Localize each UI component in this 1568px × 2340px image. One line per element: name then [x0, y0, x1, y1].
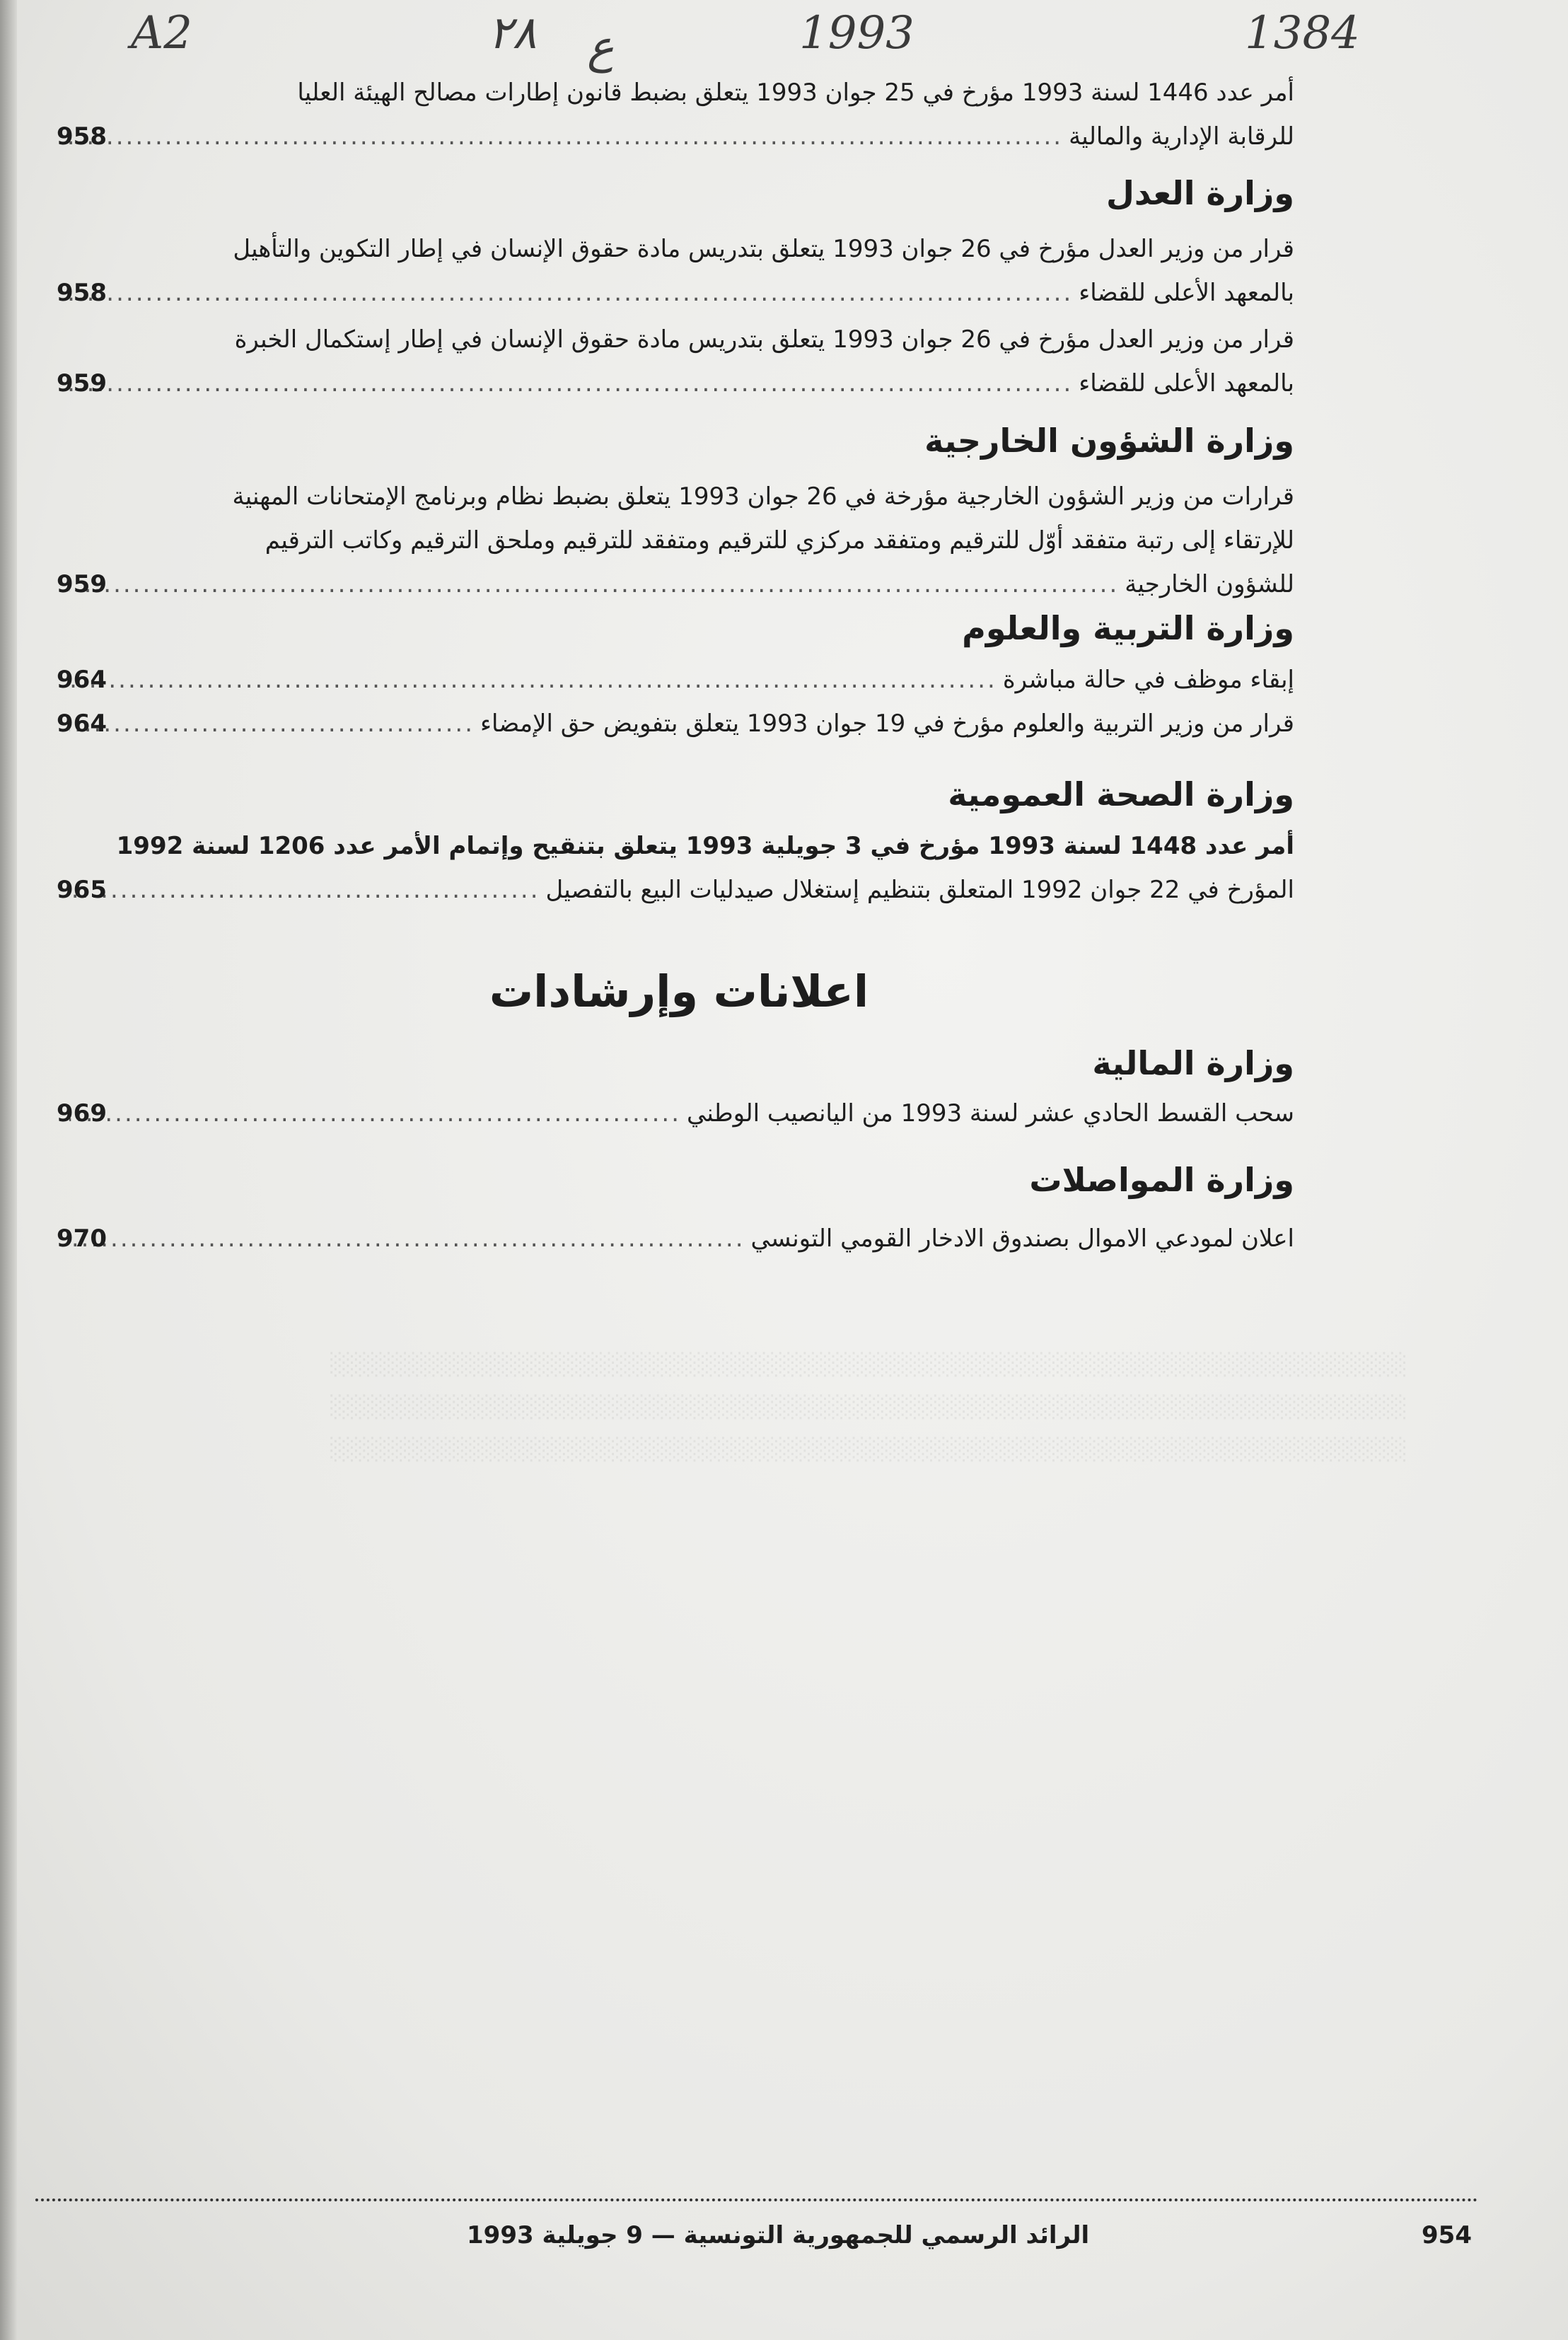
entry-line: للإرتقاء إلى رتبة متفقد أوّل للترقيم ومتفقد مركزي للترقيم ومتفقد للترقيم وملحق الترقيم وكاتب الترقيم — [265, 526, 1294, 555]
footer-page-number: 954 — [1422, 2221, 1472, 2249]
dot-leader — [69, 271, 1073, 315]
toc-section-education — [57, 608, 1294, 746]
dot-leader — [69, 562, 1119, 606]
page-ref: 959 — [57, 569, 107, 598]
toc-entry — [57, 702, 1294, 746]
dot-leader — [69, 1217, 745, 1261]
dot-leader — [69, 361, 1073, 405]
entry-text: للرقابة الإدارية والمالية — [1069, 122, 1294, 151]
entry-line: أمر عدد 1446 لسنة 1993 مؤرخ في 25 جوان 1993 يتعلق بضبط قانون إطارات مصالح الهيئة العليا — [297, 79, 1294, 107]
page-ref: 965 — [57, 875, 107, 904]
ministry-heading: وزارة الشؤون الخارجية — [924, 422, 1294, 460]
entry-last-line — [64, 868, 1294, 912]
show-through-text: ░░░░░░░░░░░░░░░░░░░░░░░░░░░░░░░░░░░░░░░░░░░░░░░░░░░░░░░░░░░░░░░░░░ ░░░░░░░░░░░░░░░░░░░░░░░░░░░░░░░░░░░░░░░░░░░░░░░░░░░░░░░░░░░░░░░░░░ ░░░░░░░░░░░░░░░░░░░░░░░░░░░░░░░░░░░░░░░░░░░░░░░░░░░░░░░░░░░░░░░░░░ — [330, 1353, 1407, 1462]
entry-text: بالمعهد الأعلى للقضاء — [1079, 369, 1294, 398]
annotation-top-mid-1: ٢٨ — [488, 7, 537, 59]
dot-leader — [69, 658, 997, 702]
entry-last-line — [64, 658, 1294, 702]
toc-section-justice — [57, 173, 1294, 405]
entry-text: للشؤون الخارجية — [1125, 569, 1294, 598]
entry-last-line — [64, 115, 1294, 158]
footer-journal-title: الرائد الرسمي للجمهورية التونسية — 9 جويلية 1993 — [467, 2221, 1090, 2249]
entry-last-line — [64, 1217, 1294, 1261]
annotation-top-right: 1384 — [1245, 7, 1360, 59]
ministry-heading: وزارة التربية والعلوم — [962, 609, 1294, 647]
dot-leader — [69, 702, 475, 746]
toc-section-finance — [57, 1043, 1294, 1135]
page-ref: 958 — [57, 278, 107, 307]
footer-divider — [35, 2199, 1478, 2207]
entry-last-line — [64, 562, 1294, 606]
entry-line: قرار من وزير العدل مؤرخ في 26 جوان 1993 يتعلق بتدريس مادة حقوق الإنسان في إطار إستكمال الخبرة — [234, 325, 1294, 354]
dot-leader — [69, 868, 540, 912]
entry-text: إبقاء موظف في حالة مباشرة — [1002, 665, 1294, 694]
announcements-heading-wrap — [64, 966, 1294, 1017]
toc-entry — [57, 318, 1294, 405]
toc-entry — [57, 475, 1294, 606]
binding-edge — [0, 0, 17, 2340]
entry-last-line — [64, 361, 1294, 405]
entry-last-line — [64, 271, 1294, 315]
toc-entry — [57, 1217, 1294, 1261]
dot-leader — [69, 115, 1063, 158]
toc-entry — [57, 71, 1294, 158]
toc-section-communications — [57, 1160, 1294, 1261]
annotation-top-mid-2: ع — [587, 21, 615, 74]
ministry-heading: وزارة الصحة العمومية — [948, 775, 1294, 813]
entry-text: بالمعهد الأعلى للقضاء — [1079, 278, 1294, 307]
ministry-heading: وزارة المالية — [1092, 1044, 1294, 1082]
page-ref: 964 — [57, 665, 107, 694]
page-ref: 970 — [57, 1224, 107, 1253]
entry-line: قرار من وزير العدل مؤرخ في 26 جوان 1993 يتعلق بتدريس مادة حقوق الإنسان في إطار التكوين والتأهيل — [233, 234, 1294, 263]
page-ref: 969 — [57, 1099, 107, 1128]
dot-leader — [69, 1091, 681, 1135]
entry-text: سحب القسط الحادي عشر لسنة 1993 من اليانصيب الوطني — [687, 1099, 1294, 1128]
entry-text: المؤرخ في 22 جوان 1992 المتعلق بتنظيم إستغلال صيدليات البيع بالتفصيل — [545, 875, 1294, 904]
page-ref: 958 — [57, 122, 107, 151]
ministry-heading: وزارة المواصلات — [1029, 1161, 1294, 1199]
entry-text: قرار من وزير التربية والعلوم مؤرخ في 19 جوان 1993 يتعلق بتفويض حق الإمضاء — [480, 709, 1294, 738]
page-ref: 959 — [57, 369, 107, 398]
announcements-heading: اعلانات وإرشادات — [489, 966, 869, 1017]
entry-last-line — [64, 1091, 1294, 1135]
entry-line: قرارات من وزير الشؤون الخارجية مؤرخة في 26 جوان 1993 يتعلق بضبط نظام وبرنامج الإمتحانات المهنية — [232, 482, 1294, 511]
entry-last-line — [64, 702, 1294, 746]
toc-section-foreign-affairs — [57, 421, 1294, 606]
toc-entry — [57, 227, 1294, 315]
toc-section-public-health — [57, 775, 1294, 912]
entry-text: اعلان لمودعي الاموال بصندوق الادخار القومي التونسي — [750, 1224, 1294, 1253]
toc-entry — [57, 658, 1294, 702]
page-ref: 964 — [57, 709, 107, 738]
toc-entry — [57, 824, 1294, 912]
annotation-top-left: A2 — [131, 7, 192, 59]
toc-section-0 — [57, 71, 1294, 158]
toc-entry — [57, 1091, 1294, 1135]
entry-line: أمر عدد 1448 لسنة 1993 مؤرخ في 3 جويلية 1993 يتعلق بتنقيح وإتمام الأمر عدد 1206 لسنة 1992 — [116, 831, 1294, 860]
ministry-heading: وزارة العدل — [1106, 174, 1294, 212]
annotation-top-mid-3: 1993 — [799, 7, 914, 59]
